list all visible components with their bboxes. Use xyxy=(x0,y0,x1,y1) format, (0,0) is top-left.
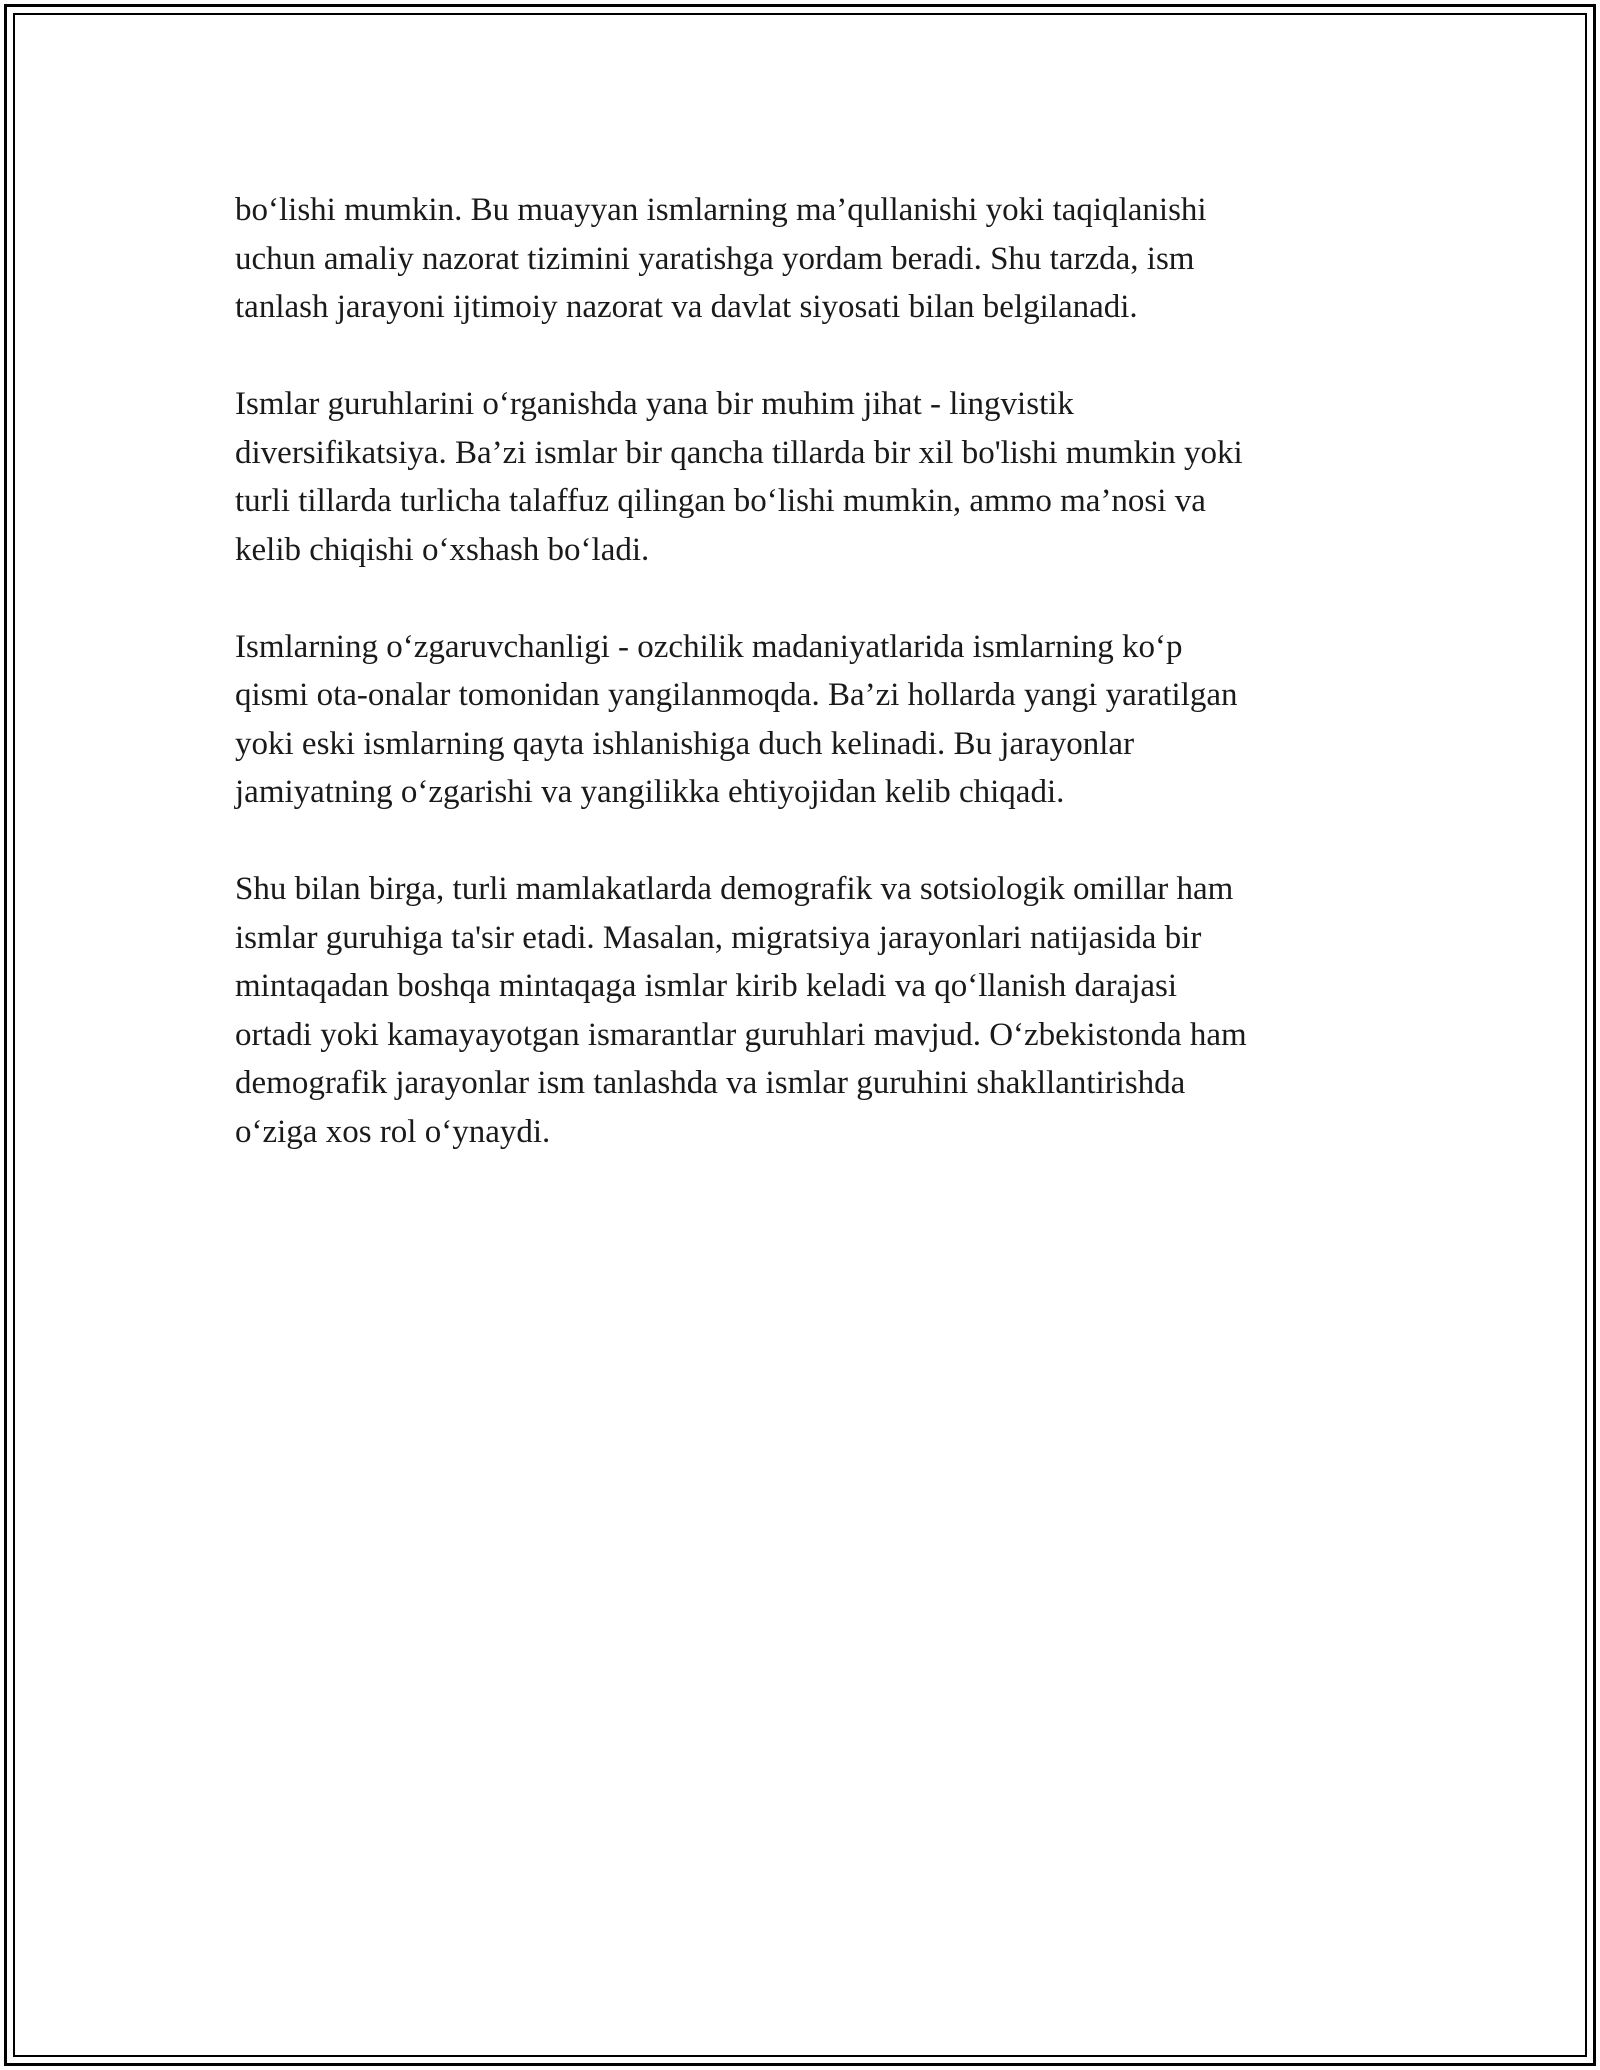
document-body xyxy=(235,186,1375,1205)
paragraph-line: ismlar guruhiga ta'sir etadi. Masalan, migratsiya jarayonlari natijasida bir xyxy=(235,919,1202,956)
paragraph-4 xyxy=(235,865,1375,1156)
paragraph-line: ortadi yoki kamayayotgan ismarantlar guruhlari mavjud. O‘zbekistonda ham xyxy=(235,1016,1247,1053)
paragraph-line: diversifikatsiya. Ba’zi ismlar bir qancha tillarda bir xil bo'lishi mumkin yoki xyxy=(235,434,1243,471)
paragraph-line: Ismlar guruhlarini o‘rganishda yana bir muhim jihat - lingvistik xyxy=(235,386,1074,422)
paragraph-line: o‘ziga xos rol o‘ynaydi. xyxy=(235,1113,551,1150)
paragraph-line: Shu bilan birga, turli mamlakatlarda demografik va sotsiologik omillar ham xyxy=(235,871,1234,907)
paragraph-line: bo‘lishi mumkin. Bu muayyan ismlarning ma’qullanishi yoki taqiqlanishi xyxy=(235,192,1207,228)
paragraph-3 xyxy=(235,623,1375,817)
paragraph-line: qismi ota-onalar tomonidan yangilanmoqda. Ba’zi hollarda yangi yaratilgan xyxy=(235,677,1238,713)
paragraph-line: Ismlarning o‘zgaruvchanligi - ozchilik madaniyatlarida ismlarning ko‘p xyxy=(235,628,1183,665)
paragraph-line: kelib chiqishi o‘xshash bo‘ladi. xyxy=(235,531,650,568)
paragraph-line: yoki eski ismlarning qayta ishlanishiga duch kelinadi. Bu jarayonlar xyxy=(235,725,1135,762)
paragraph-line: jamiyatning o‘zgarishi va yangilikka ehtiyojidan kelib chiqadi. xyxy=(235,774,1065,810)
paragraph-line: demografik jarayonlar ism tanlashda va ismlar guruhini shakllantirishda xyxy=(235,1065,1186,1101)
paragraph-2 xyxy=(235,380,1375,574)
paragraph-1 xyxy=(235,186,1375,332)
paragraph-line: turli tillarda turlicha talaffuz qilingan bo‘lishi mumkin, ammo ma’nosi va xyxy=(235,483,1206,519)
paragraph-line: tanlash jarayoni ijtimoiy nazorat va davlat siyosati bilan belgilanadi. xyxy=(235,289,1138,325)
paragraph-line: uchun amaliy nazorat tizimini yaratishga yordam beradi. Shu tarzda, ism xyxy=(235,240,1195,277)
paragraph-line: mintaqadan boshqa mintaqaga ismlar kirib keladi va qo‘llanish darajasi xyxy=(235,968,1178,1004)
